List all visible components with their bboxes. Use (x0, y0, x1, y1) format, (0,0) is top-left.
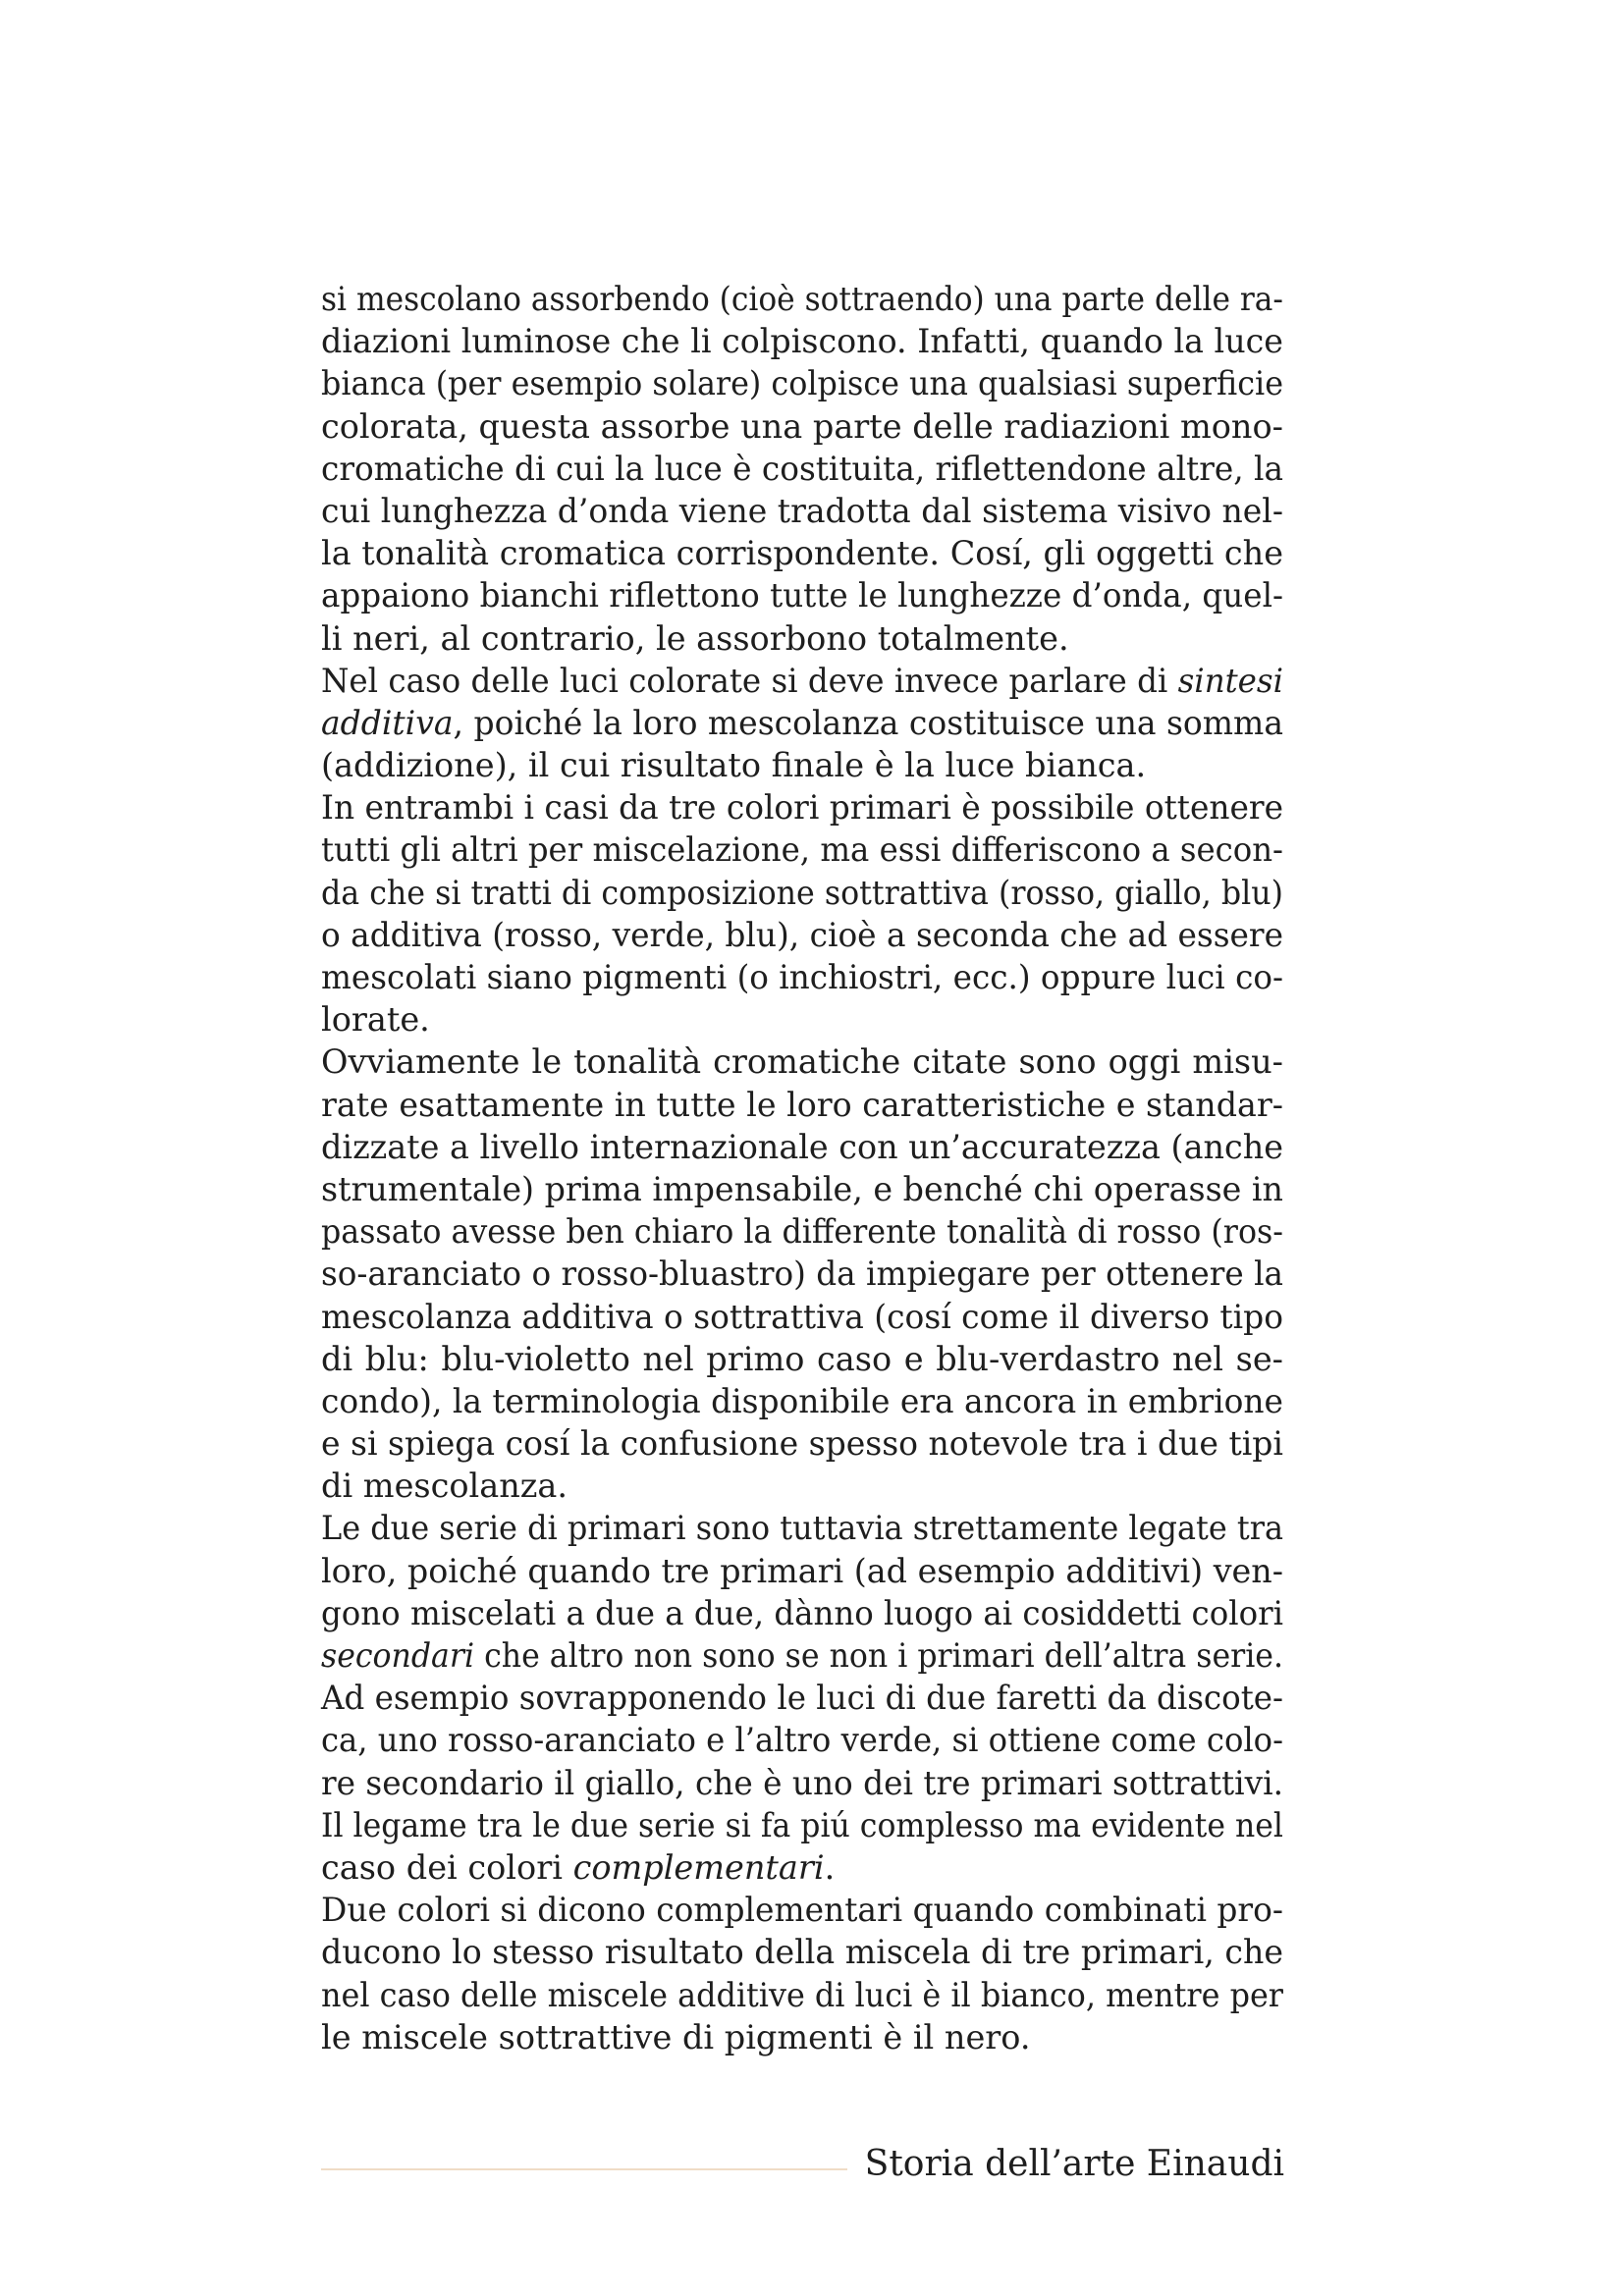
footer-title: Storia dell’arte Einaudi (864, 2144, 1284, 2184)
text-segment: condo), la terminologia disponibile era ancora in embrione (321, 1381, 1284, 1420)
text-segment: ca, uno rosso-aranciato e l’altro verde, si ottiene come colo- (321, 1721, 1283, 1760)
text-segment: o additiva (rosso, verde, blu), cioè a seconda che ad essere (321, 915, 1283, 954)
text-segment: passato avesse ben chiaro la differente tonalità di rosso (ros- (321, 1212, 1283, 1252)
text-segment: so-aranciato o rosso-bluastro) da impiegare per ottenere la (321, 1255, 1283, 1294)
text-line (321, 660, 1283, 702)
text-line (321, 914, 1283, 956)
text-line (321, 1592, 1283, 1634)
text-segment: cromatiche di cui la luce è costituita, riflettendone altre, la (321, 449, 1284, 488)
text-line (321, 574, 1283, 616)
text-segment: si mescolano assorbendo (cioè sottraendo) una parte delle ra- (321, 280, 1284, 318)
text-line (321, 1126, 1283, 1168)
text-segment: lorate. (321, 1000, 430, 1040)
text-line (321, 490, 1283, 532)
text-line (321, 998, 1283, 1041)
text-line (321, 1931, 1283, 1973)
text-segment: dizzate a livello internazionale con un’accuratezza (anche (321, 1127, 1283, 1166)
text-line (321, 1719, 1283, 1761)
text-line (321, 362, 1283, 404)
text-segment: mescolanza additiva o sottrattiva (cosí come il diverso tipo (321, 1297, 1284, 1336)
text-line (321, 1422, 1283, 1465)
text-line (321, 1210, 1283, 1253)
text-line (321, 1507, 1283, 1549)
text-segment: di blu: blu-violetto nel primo caso e blu-verdastro nel se- (321, 1339, 1283, 1378)
text-line (321, 1974, 1283, 2016)
text-segment: appaiono bianchi riflettono tutte le lunghezze d’onda, quel- (321, 576, 1283, 615)
text-line (321, 278, 1283, 320)
text-line (321, 1550, 1283, 1592)
text-segment: la tonalità cromatica corrispondente. Cosí, gli oggetti che (321, 534, 1283, 573)
text-segment: Ovviamente le tonalità cromatiche citate sono oggi misu- (321, 1042, 1283, 1082)
text-segment: (addizione), il cui risultato finale è la luce bianca. (321, 746, 1147, 785)
text-segment: che altro non sono se non i primari dell’altra serie. (474, 1636, 1283, 1675)
text-segment: tutti gli altri per miscelazione, ma essi differiscono a secon- (321, 830, 1284, 870)
text-segment: gono miscelati a due a due, dànno luogo ai cosiddetti colori (321, 1593, 1283, 1632)
text-line (321, 1762, 1283, 1804)
text-segment: rate esattamente in tutte le loro caratteristiche e standar- (321, 1085, 1284, 1124)
text-line (321, 828, 1283, 871)
text-segment: cui lunghezza d’onda viene tradotta dal sistema visivo nel- (321, 491, 1283, 530)
text-line (321, 956, 1283, 998)
text-segment: loro, poiché quando tre primari (ad esempio additivi) ven- (321, 1551, 1284, 1590)
text-line (321, 320, 1283, 362)
text-line (321, 1465, 1283, 1507)
text-line (321, 1041, 1283, 1083)
text-line (321, 532, 1283, 574)
text-segment: Due colori si dicono complementari quando combinati pro- (321, 1891, 1284, 1930)
footer-rule (321, 2168, 847, 2170)
text-segment: . (824, 1847, 836, 1887)
text-line (321, 1338, 1283, 1380)
text-line (321, 448, 1283, 490)
text-segment: da che si tratti di composizione sottrattiva (rosso, giallo, blu) (321, 873, 1283, 912)
text-line (321, 1677, 1283, 1719)
italic-term: secondari (321, 1636, 475, 1675)
text-segment: Le due serie di primari sono tuttavia strettamente legate tra (321, 1509, 1284, 1548)
text-segment: mescolati siano pigmenti (o inchiostri, ecc.) oppure luci co- (321, 958, 1284, 996)
text-segment: In entrambi i casi da tre colori primari è possibile ottenere (321, 788, 1283, 828)
text-line (321, 405, 1283, 448)
text-segment: caso dei colori (321, 1847, 573, 1887)
text-line (321, 1634, 1283, 1677)
text-line (321, 1168, 1283, 1210)
text-line (321, 786, 1283, 828)
text-line (321, 1296, 1283, 1338)
text-segment: bianca (per esempio solare) colpisce una qualsiasi superficie (321, 364, 1283, 403)
body-text (321, 278, 1283, 2058)
italic-term: sintesi (1177, 661, 1283, 700)
text-segment: nel caso delle miscele additive di luci è il bianco, mentre per (321, 1975, 1283, 2014)
text-line (321, 702, 1283, 744)
text-segment: e si spiega cosí la confusione spesso notevole tra i due tipi (321, 1424, 1283, 1464)
text-line (321, 1253, 1283, 1295)
text-segment: Nel caso delle luci colorate si deve invece parlare di (321, 661, 1178, 700)
text-line (321, 744, 1283, 786)
text-segment: Ad esempio sovrapponendo le luci di due faretti da discote- (321, 1679, 1283, 1718)
text-line (321, 2016, 1283, 2058)
text-line (321, 872, 1283, 914)
italic-term: complementari (572, 1847, 825, 1887)
text-line (321, 1846, 1283, 1889)
text-segment: le miscele sottrattive di pigmenti è il nero. (321, 2017, 1031, 2056)
text-segment: ducono lo stesso risultato della miscela di tre primari, che (321, 1933, 1283, 1972)
text-line (321, 1804, 1283, 1846)
italic-term: additiva (321, 703, 454, 742)
text-line (321, 1380, 1283, 1422)
text-segment: colorata, questa assorbe una parte delle radiazioni mono- (321, 406, 1283, 446)
text-segment: diazioni luminose che li colpiscono. Infatti, quando la luce (321, 322, 1283, 361)
text-line (321, 1084, 1283, 1126)
text-line (321, 617, 1283, 660)
text-segment: Il legame tra le due serie si fa piú complesso ma evidente nel (321, 1805, 1284, 1844)
text-segment: di mescolanza. (321, 1467, 568, 1506)
text-segment: , poiché la loro mescolanza costituisce una somma (453, 703, 1283, 742)
text-segment: li neri, al contrario, le assorbono totalmente. (321, 618, 1069, 658)
text-line (321, 1889, 1283, 1931)
text-segment: re secondario il giallo, che è uno dei tre primari sottrattivi. (321, 1763, 1283, 1802)
text-segment: strumentale) prima impensabile, e benché chi operasse in (321, 1169, 1283, 1208)
